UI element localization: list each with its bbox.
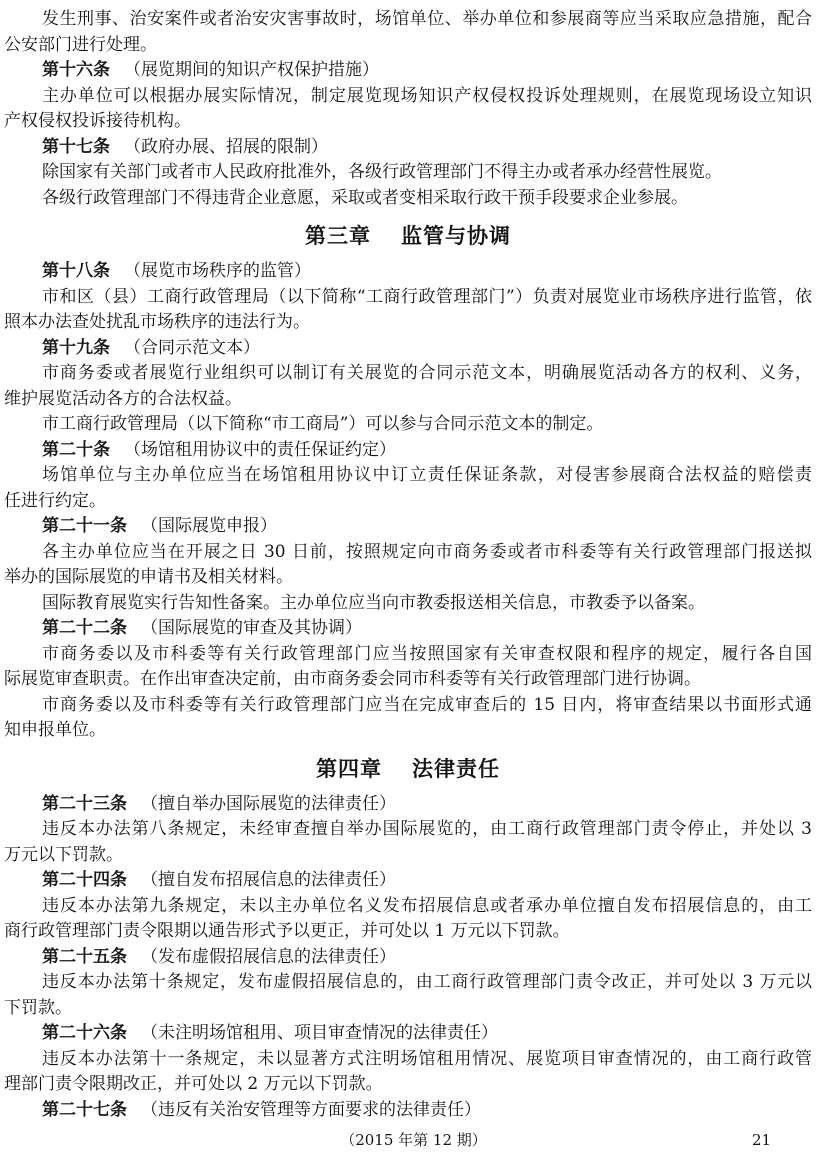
article-heading <box>4 438 812 464</box>
chapter-title: 监管与协调 <box>401 223 511 248</box>
article-heading <box>4 58 812 84</box>
article-number: 第二十四条 <box>42 870 127 890</box>
paragraph <box>4 412 812 438</box>
article-heading <box>4 259 812 285</box>
paragraph-line: 市商务委或者展览行业组织可以制订有关展览的合同示范文本，明确展览活动各方的权利、义务， <box>42 363 812 383</box>
paragraph <box>4 84 812 135</box>
chapter-heading <box>4 744 812 792</box>
paragraph-line: 场馆单位与主办单位应当在场馆租用协议中订立责任保证条款，对侵害参展商合法权益的赔偿责 <box>42 465 812 485</box>
paragraph-line: 产权侵权投诉接待机构。 <box>4 111 191 131</box>
article-number: 第二十六条 <box>42 1023 127 1043</box>
chapter-heading <box>4 211 812 259</box>
article-title: （展览市场秩序的监管） <box>124 261 311 281</box>
article-title: （场馆租用协议中的责任保证约定） <box>124 439 396 460</box>
article-title: （擅自举办国际展览的法律责任） <box>141 793 396 814</box>
paragraph-line: 违反本办法第十条规定，发布虚假招展信息的，由工商行政管理部门责令改正，并可处以 3 万元以 <box>42 972 812 992</box>
paragraph-line: 违反本办法第十一条规定，未以显著方式注明场馆租用情况、展览项目审查情况的，由工商行政管 <box>42 1048 812 1069</box>
article-title: （国际展览的审查及其协调） <box>141 618 362 638</box>
article-number: 第十七条 <box>42 136 110 157</box>
paragraph-line: 下罚款。 <box>4 997 72 1018</box>
paragraph-line: 主办单位可以根据办展实际情况，制定展览现场知识产权侵权投诉处理规则，在展览现场设立知识 <box>42 85 812 106</box>
paragraph-line: 维护展览活动各方的合法权益。 <box>4 388 242 409</box>
chapter-number: 第四章 <box>316 755 382 781</box>
paragraph-line: 各主办单位应当在开展之日 30 日前，按照规定向市商务委或者市科委等有关行政管理部门报送拟 <box>42 541 812 562</box>
article-heading <box>4 945 812 971</box>
article-title: （擅自发布招展信息的法律责任） <box>141 870 396 890</box>
article-heading <box>4 135 812 161</box>
paragraph-line: 发生刑事、治安案件或者治安灾害事故时，场馆单位、举办单位和参展商等应当采取应急措施，配合 <box>42 9 812 29</box>
paragraph <box>4 361 812 412</box>
paragraph-line: 市商务委以及市科委等有关行政管理部门应当按照国家有关审查权限和程序的规定，履行各自国 <box>42 643 812 664</box>
paragraph-line: 任进行约定。 <box>4 490 106 511</box>
paragraph-line: 际展览审查职责。在作出审查决定前，由市商务委会同市科委等有关行政管理部门进行协调。 <box>4 669 701 689</box>
paragraph <box>4 693 812 744</box>
article-title: （合同示范文本） <box>124 337 260 358</box>
paragraph <box>4 463 812 514</box>
paragraph <box>4 817 812 868</box>
paragraph-line: 市商务委以及市科委等有关行政管理部门应当在完成审查后的 15 日内，将审查结果以书面形式通 <box>42 694 812 715</box>
paragraph-line: 除国家有关部门或者市人民政府批准外，各级行政管理部门不得主办或者承办经营性展览。 <box>42 162 722 182</box>
article-title: （发布虚假招展信息的法律责任） <box>141 946 396 967</box>
paragraph-line: 各级行政管理部门不得违背企业意愿，采取或者变相采取行政干预手段要求企业参展。 <box>42 187 688 208</box>
article-heading <box>4 514 812 540</box>
paragraph <box>4 894 812 945</box>
paragraph <box>4 642 812 693</box>
article-number: 第二十条 <box>42 439 110 460</box>
article-number: 第十八条 <box>42 261 110 281</box>
paragraph-line: 万元以下罚款。 <box>4 844 123 865</box>
paragraph <box>4 540 812 591</box>
article-title: （违反有关治安管理等方面要求的法律责任） <box>141 1099 481 1120</box>
paragraph-line: 照本办法查处扰乱市场秩序的违法行为。 <box>4 312 310 332</box>
page-body <box>4 7 812 1123</box>
article-number: 第二十二条 <box>42 618 127 638</box>
paragraph-line: 举办的国际展览的申请书及相关材料。 <box>4 567 293 587</box>
article-heading <box>4 336 812 362</box>
article-heading <box>4 792 812 818</box>
paragraph <box>4 7 812 58</box>
paragraph-line: 违反本办法第八条规定，未经审查擅自举办国际展览的，由工商行政管理部门责令停止，并处以 3 <box>42 819 812 839</box>
page-number: 21 <box>752 1131 772 1149</box>
paragraph-line: 国际教育展览实行告知性备案。主办单位应当向市教委报送相关信息，市教委予以备案。 <box>42 592 705 613</box>
article-heading <box>4 1098 812 1124</box>
article-number: 第二十一条 <box>42 516 127 536</box>
paragraph-line: 理部门责令限期改正，并可处以 2 万元以下罚款。 <box>4 1074 383 1094</box>
paragraph <box>4 1047 812 1098</box>
article-title: （政府办展、招展的限制） <box>124 136 328 157</box>
paragraph-line: 公安部门进行处理。 <box>4 34 157 55</box>
paragraph <box>4 160 812 186</box>
paragraph <box>4 970 812 1021</box>
article-title: （展览期间的知识产权保护措施） <box>124 60 379 80</box>
page-footer <box>0 1129 827 1151</box>
paragraph-line: 市和区（县）工商行政管理局（以下简称“工商行政管理部门”）负责对展览业市场秩序进行监管，依 <box>42 286 812 307</box>
article-heading <box>4 1021 812 1047</box>
paragraph-line: 知申报单位。 <box>4 720 106 740</box>
issue-label: （2015 年第 12 期） <box>340 1131 487 1149</box>
article-heading <box>4 616 812 642</box>
article-number: 第二十七条 <box>42 1099 127 1120</box>
article-title: （国际展览申报） <box>141 516 277 536</box>
paragraph <box>4 186 812 212</box>
paragraph-line: 商行政管理部门责令限期以通告形式予以更正，并可处以 1 万元以下罚款。 <box>4 921 570 941</box>
article-title: （未注明场馆租用、项目审查情况的法律责任） <box>141 1023 498 1043</box>
chapter-title: 法律责任 <box>412 755 500 781</box>
paragraph <box>4 591 812 617</box>
article-number: 第二十五条 <box>42 946 127 967</box>
article-number: 第十六条 <box>42 60 110 80</box>
article-number: 第十九条 <box>42 337 110 358</box>
chapter-number: 第三章 <box>305 223 371 248</box>
paragraph-line: 违反本办法第九条规定，未以主办单位名义发布招展信息或者承办单位擅自发布招展信息的，由工 <box>42 895 812 916</box>
article-number: 第二十三条 <box>42 793 127 814</box>
paragraph <box>4 285 812 336</box>
article-heading <box>4 868 812 894</box>
paragraph-line: 市工商行政管理局（以下简称“市工商局”）可以参与合同示范文本的制定。 <box>42 414 604 434</box>
